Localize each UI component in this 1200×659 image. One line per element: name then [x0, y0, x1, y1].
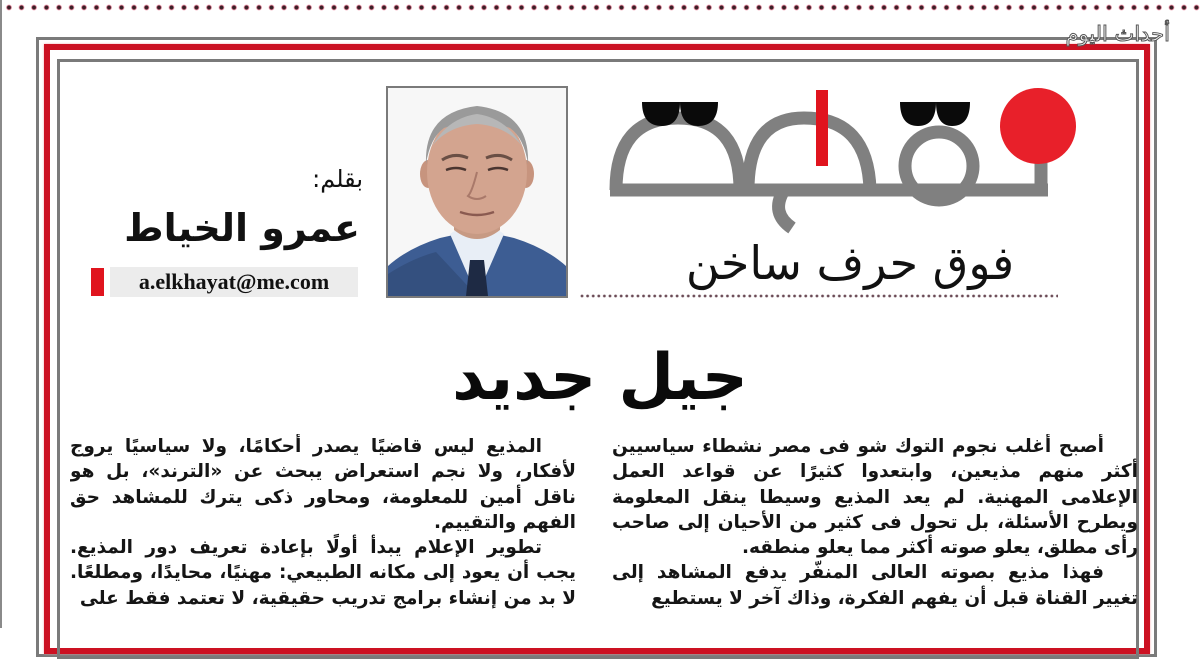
article-headline: جيل جديد	[452, 341, 748, 415]
article-column-left	[70, 434, 576, 628]
source-watermark: أحداث اليوم	[1065, 22, 1170, 46]
top-dotted-rule	[6, 4, 1200, 11]
byline-label: بقلم:	[312, 165, 363, 193]
article-column-right	[612, 434, 1138, 628]
header-dotted-separator	[580, 294, 1058, 298]
email-red-marker	[91, 268, 104, 296]
author-photo	[386, 86, 568, 298]
author-name: عمرو الخياط	[124, 206, 360, 250]
column-logo	[600, 88, 1100, 248]
portrait-icon	[388, 88, 566, 296]
paragraph: تطوير الإعلام يبدأ أولًا بإعادة تعريف دور المذيع. يجب أن يعود إلى مكانه الطبيعي: مهنيًا، محايدًا، ومطلعًا. لا بد من إنشاء برامج تدريب حقيقية، لا تعتمد فقط على	[70, 537, 576, 609]
author-email[interactable]: a.elkhayat@me.com	[110, 267, 358, 297]
paragraph: المذيع ليس قاضيًا يصدر أحكامًا، ولا سياسيًا يروج لأفكار، ولا نجم استعراض يبحث عن «الترند»، بل هو ناقل أمين للمعلومة، ومحاور ذكى يترك للمشاهد حق الفهم والتقييم.	[70, 436, 576, 533]
nuqta-logo-icon	[600, 88, 1100, 248]
logo-subtitle: فوق حرف ساخن	[685, 236, 1015, 290]
page-edge-line	[0, 0, 2, 628]
paragraph: أصبح أغلب نجوم التوك شو فى مصر نشطاء سياسيين أكثر منهم مذيعين، وابتعدوا كثيرًا عن قواعد العمل الإعلامى المهنية. لم يعد المذيع وسيطا ينقل المعلومة ويطرح الأسئلة، بل تحول فى كثير من الأحيان إلى صاحب رأى مطلق، يعلو صوته أكثر مما يعلو منطقه.	[612, 436, 1138, 559]
paragraph: فهذا مذيع بصوته العالى المنفّر يدفع المشاهد إلى تغيير القناة قبل أن يفهم الفكرة، وذاك آخر لا يستطيع	[612, 562, 1138, 609]
